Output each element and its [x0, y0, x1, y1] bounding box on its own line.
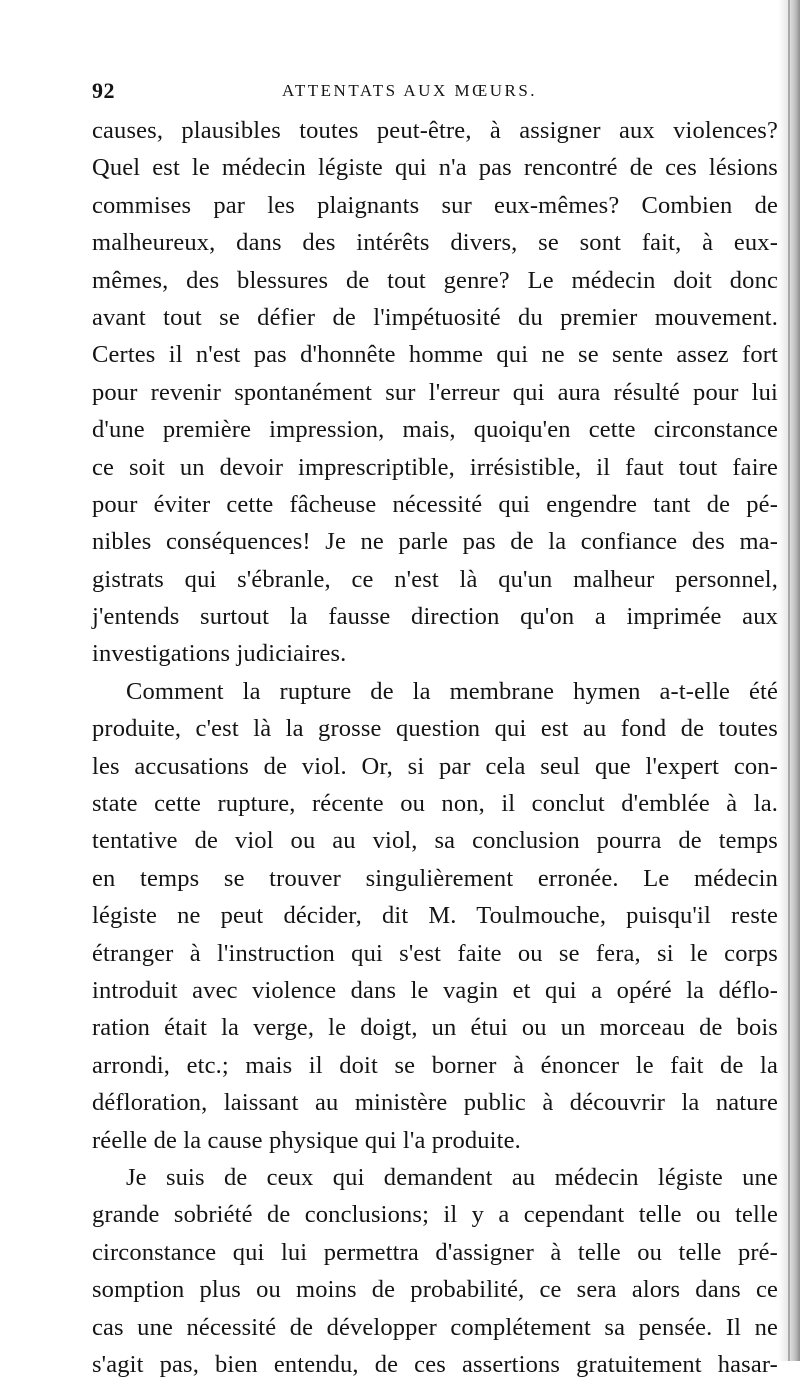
- body-text: [92, 112, 778, 1383]
- text-line: commises par les plaignants sur eux-mêmes? Combien de: [92, 191, 778, 219]
- text-line: j'entends surtout la fausse direction qu'on a imprimée aux: [92, 603, 778, 631]
- text-line: tentative de viol ou au viol, sa conclusion pourra de temps: [92, 827, 778, 855]
- text-line: cas une nécessité de développer complétement sa pensée. Il ne: [92, 1313, 778, 1341]
- text-line: nibles conséquences! Je ne parle pas de la confiance des ma-: [92, 528, 778, 556]
- text-line: introduit avec violence dans le vagin et qui a opéré la déflo-: [92, 976, 778, 1004]
- text-line: state cette rupture, récente ou non, il conclut d'emblée à la.: [92, 790, 778, 818]
- text-line: malheureux, dans des intérêts divers, se sont fait, à eux-: [92, 229, 778, 257]
- text-line: somption plus ou moins de probabilité, ce sera alors dans ce: [92, 1276, 778, 1304]
- page-edge-line: [788, 0, 790, 1361]
- text-line-paragraph-end: investigations judiciaires.: [92, 640, 347, 668]
- text-line: ration était la verge, le doigt, un étui ou un morceau de bois: [92, 1014, 778, 1042]
- page-header: [92, 78, 778, 108]
- text-line: grande sobriété de conclusions; il y a cependant telle ou telle: [92, 1201, 778, 1229]
- text-line: s'agit pas, bien entendu, de ces assertions gratuitement hasar-: [92, 1350, 778, 1378]
- text-line: légiste ne peut décider, dit M. Toulmouche, puisqu'il reste: [92, 902, 778, 930]
- text-line: avant tout se défier de l'impétuosité du premier mouvement.: [92, 303, 778, 331]
- text-line: mêmes, des blessures de tout genre? Le médecin doit donc: [92, 266, 778, 294]
- text-line: d'une première impression, mais, quoiqu'en cette circonstance: [92, 416, 778, 444]
- text-line: en temps se trouver singulièrement erronée. Le médecin: [92, 864, 778, 892]
- text-line: étranger à l'instruction qui s'est faite ou se fera, si le corps: [92, 939, 778, 967]
- text-line: ce soit un devoir imprescriptible, irrésistible, il faut tout faire: [92, 453, 778, 481]
- text-line-paragraph-start: Comment la rupture de la membrane hymen a-t-elle été: [126, 677, 778, 705]
- text-line: pour éviter cette fâcheuse nécessité qui engendre tant de pé-: [92, 490, 778, 518]
- text-line: circonstance qui lui permettra d'assigner à telle ou telle pré-: [92, 1238, 778, 1266]
- text-line: les accusations de viol. Or, si par cela seul que l'expert con-: [92, 752, 778, 780]
- text-line: causes, plausibles toutes peut-être, à assigner aux violences?: [92, 117, 778, 144]
- running-head: ATTENTATS AUX MŒURS.: [282, 81, 538, 100]
- text-line: Certes il n'est pas d'honnête homme qui ne se sente assez fort: [92, 341, 778, 369]
- text-line: Quel est le médecin légiste qui n'a pas rencontré de ces lésions: [92, 154, 778, 182]
- text-line: produite, c'est là la grosse question qui est au fond de toutes: [92, 715, 778, 743]
- text-line-paragraph-end: réelle de la cause physique qui l'a produite.: [92, 1126, 521, 1154]
- text-line: arrondi, etc.; mais il doit se borner à énoncer le fait de la: [92, 1051, 778, 1079]
- text-line-paragraph-start: Je suis de ceux qui demandent au médecin légiste une: [126, 1163, 778, 1191]
- text-line: défloration, laissant au ministère public à découvrir la nature: [92, 1089, 778, 1117]
- text-line: pour revenir spontanément sur l'erreur qui aura résulté pour lui: [92, 378, 778, 406]
- page-number: 92: [92, 78, 115, 103]
- text-line: gistrats qui s'ébranle, ce n'est là qu'un malheur personnel,: [92, 565, 778, 593]
